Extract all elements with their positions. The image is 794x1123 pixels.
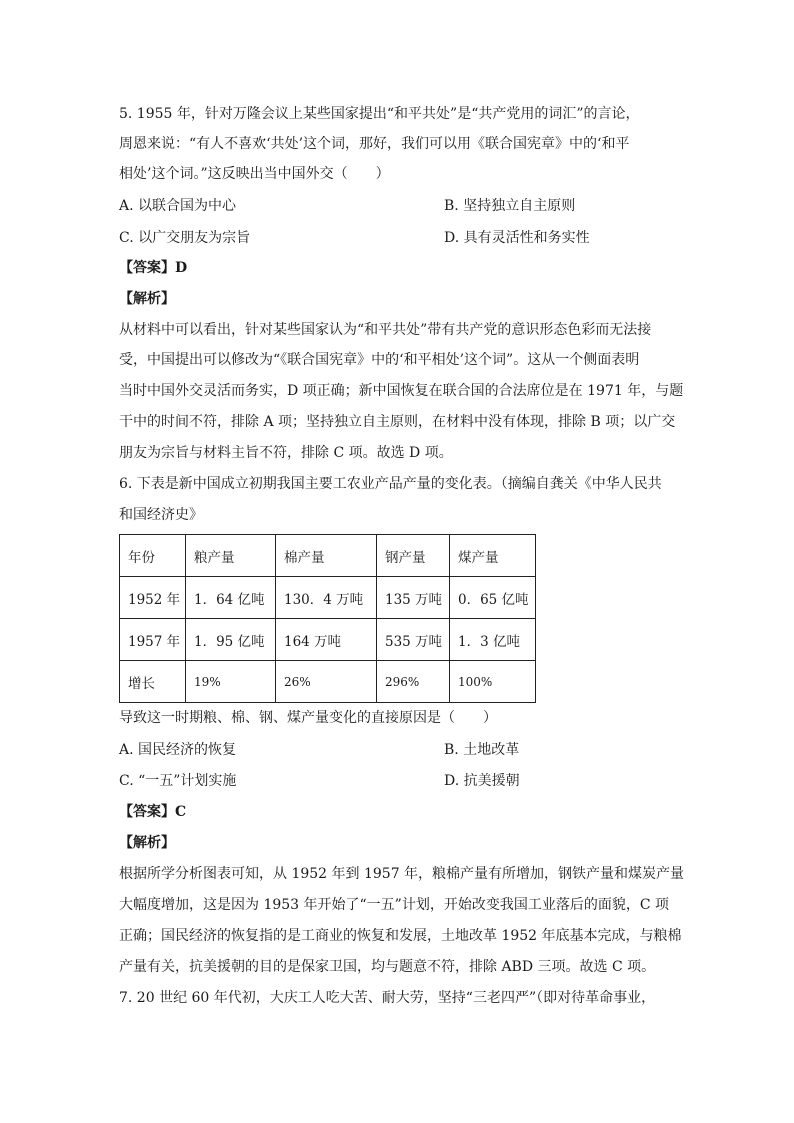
q6-option-a: A. 国民经济的恢复 [119,742,237,758]
table-header-cell: 煤产量 [450,535,536,577]
table-cell: 535 万吨 [377,619,450,661]
q6-analysis-line-4: 产量有关，抗美援朝的目的是保家卫国，均与题意不符，排除 ABD 三项。故选 C 项。 [119,959,656,975]
table-cell: 164 万吨 [276,619,377,661]
table-row [120,619,536,661]
table-cell: 1．3 亿吨 [450,619,536,661]
q6-analysis-line-2: 大幅度增加，这是因为 1953 年开始了“一五”计划，开始改变我国工业落后的面貌，C 项 [119,897,670,913]
q7-stem-line-1: 7. 20 世纪 60 年代初，大庆工人吃大苦、耐大劳，坚持“三老四严”（即对待革命事业， [119,990,656,1006]
q5-answer: 【答案】D [119,260,188,276]
q5-option-c: C. 以广交朋友为宗旨 [119,230,251,246]
table-cell: 1952 年 [120,577,186,619]
q5-analysis-line-5: 朋友为宗旨与材料主旨不符，排除 C 项。故选 D 项。 [119,445,453,461]
q5-analysis-line-4: 干中的时间不符，排除 A 项；坚持独立自主原则，在材料中没有体现，排除 B 项；以广交 [119,414,676,430]
q5-option-b: B. 坚持独立自主原则 [444,198,576,214]
q6-option-c: C. “一五”计划实施 [119,773,237,789]
table-cell: 130．4 万吨 [276,577,377,619]
q6-stem-line-1: 6. 下表是新中国成立初期我国主要工农业产品产量的变化表。（摘编自龚关《中华人民共 [119,476,662,492]
table-cell: 135 万吨 [377,577,450,619]
q5-option-d: D. 具有灵活性和务实性 [444,230,590,246]
table-header-row [120,535,536,577]
q5-stem-line-1: 5. 1955 年，针对万隆会议上某些国家提出“和平共处”是“共产党用的词汇”的言论， [119,106,640,122]
table-cell: 296% [377,661,450,703]
table-cell: 1．64 亿吨 [186,577,276,619]
table-cell: 100% [450,661,536,703]
table-cell: 0．65 亿吨 [450,577,536,619]
table-cell: 26% [276,661,377,703]
q5-stem-line-3: 相处’这个词。”这反映出当中国外交（ ） [119,166,390,182]
table-row [120,577,536,619]
q5-analysis-line-3: 当时中国外交灵活而务实，D 项正确；新中国恢复在联合国的合法席位是在 1971 年，与题 [119,383,684,399]
q5-analysis-title: 【解析】 [119,291,175,307]
q6-option-b: B. 土地改革 [444,742,520,758]
table-cell: 19% [186,661,276,703]
q6-analysis-title: 【解析】 [119,835,175,851]
q5-analysis-line-1: 从材料中可以看出，针对某些国家认为“和平共处”带有共产党的意识形态色彩而无法接 [119,322,652,338]
q6-stem-line-2: 和国经济史》 [119,507,203,523]
q5-stem-line-2: 周恩来说：“有人不喜欢‘共处’这个词，那好，我们可以用《联合国宪章》中的‘和平 [119,136,630,152]
table-row [120,661,536,703]
table-header-cell: 棉产量 [276,535,377,577]
q5-analysis-line-2: 受，中国提出可以修改为“《联合国宪章》中的‘和平相处’这个词”。这从一个侧面表明 [119,352,640,368]
q6-answer: 【答案】C [119,804,187,820]
table-cell: 1957 年 [120,619,186,661]
q6-analysis-line-3: 正确；国民经济的恢复指的是工商业的恢复和发展，土地改革 1952 年底基本完成，与粮棉 [119,928,682,944]
table-header-cell: 粮产量 [186,535,276,577]
table-cell: 增长 [120,661,186,703]
q5-option-a: A. 以联合国为中心 [119,198,237,214]
q6-question: 导致这一时期粮、棉、钢、煤产量变化的直接原因是（ ） [119,710,497,726]
q6-analysis-line-1: 根据所学分析图表可知，从 1952 年到 1957 年，粮棉产量有所增加，钢铁产量和煤炭产量 [119,866,685,882]
q6-option-d: D. 抗美援朝 [444,773,520,789]
table-header-cell: 钢产量 [377,535,450,577]
production-table [119,534,536,703]
table-header-cell: 年份 [120,535,186,577]
table-cell: 1．95 亿吨 [186,619,276,661]
